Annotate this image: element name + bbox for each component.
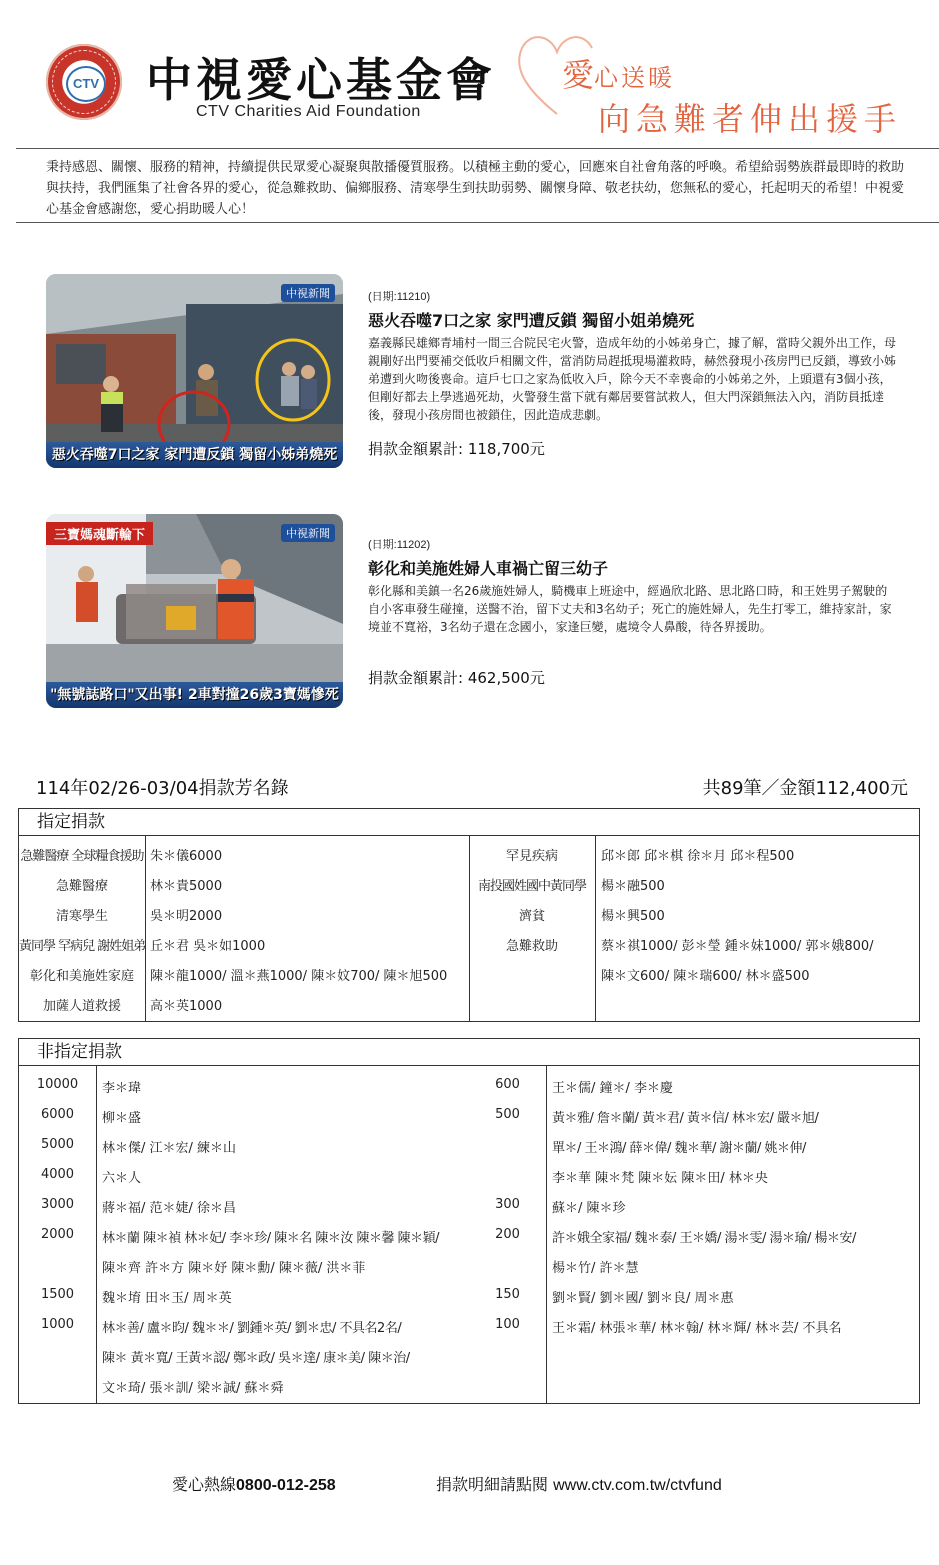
slogan-line2: 向急難者伸出援手 [598, 100, 903, 138]
news-donation-total: 捐款金額累計: 118,700元 [368, 440, 545, 458]
column-divider [595, 836, 596, 1021]
designated-title: 指定捐款 [19, 809, 919, 836]
designated-donors: 吳＊明2000 [150, 909, 223, 924]
designated-category: 急難醫療 [55, 879, 108, 894]
news-body: 彰化縣和美鎮一名26歲施姓婦人，騎機車上班途中，經過欣北路、思北路口時，和王姓男子駕駛的自小客車發生碰撞，送醫不治，留下丈夫和3名幼子；死亡的施姓婦人，先生打零工，維持家計，家境並不寬裕，3名幼子還在念國小，家逢巨變，處境令人鼻酸，待各界援助。 [368, 584, 892, 634]
intro-bottom-rule [16, 222, 939, 223]
news-photo-fire[interactable] [46, 274, 343, 468]
donor-names: 王＊儒/ 鐘＊/ 李＊慶 [552, 1081, 674, 1096]
slogan-line1 [562, 50, 675, 96]
designated-donors: 楊＊興500 [601, 909, 665, 924]
amount-cell: 2000 [40, 1227, 75, 1242]
amount-cell: 100 [495, 1317, 520, 1332]
designated-category: 黃同學 罕病兒 謝姓姐弟 [19, 939, 146, 954]
org-name-zh: 中視愛心基金會 [146, 53, 496, 107]
amount-cell: 1000 [40, 1317, 75, 1332]
donor-names: 李＊華 陳＊梵 陳＊妘 陳＊田/ 林＊央 [552, 1171, 768, 1186]
org-name-en: CTV Charities Aid Foundation [196, 103, 421, 120]
news-title[interactable]: 彰化和美施姓婦人車禍亡留三幼子 [368, 559, 609, 578]
designated-donors: 蔡＊祺1000/ 彭＊瑩 鍾＊妹1000/ 郭＊娥800/ [601, 939, 874, 954]
designated-donors: 朱＊儀6000 [150, 849, 223, 864]
designated-donors: 楊＊融500 [601, 879, 665, 894]
donor-names: 劉＊賢/ 劉＊國/ 劉＊良/ 周＊惠 [552, 1291, 734, 1306]
amount-cell: 3000 [40, 1197, 75, 1212]
donor-names: 柳＊盛 [102, 1111, 142, 1126]
donor-names: 蔣＊福/ 范＊婕/ 徐＊昌 [102, 1201, 237, 1216]
news-title[interactable]: 惡火吞噬7口之家 家門遭反鎖 獨留小姐弟燒死 [368, 311, 695, 330]
designated-donors: 陳＊龍1000/ 溫＊燕1000/ 陳＊妏700/ 陳＊旭500 [150, 969, 448, 984]
news-photo-caption: "無號誌路口"又出事! 2車對撞26歲3寶媽慘死 [46, 682, 343, 708]
amount-cell: 150 [495, 1287, 520, 1302]
intro-text: 秉持感恩、關懷、服務的精神，持續提供民眾愛心凝聚與散播優質服務。以積極主動的愛心，回應來自社會角落的呼喚。希望給弱勢族群最即時的救助與扶持，我們匯集了社會各界的愛心，從急難救助、偏鄉服務、清寒學生到扶助弱勢、關懷身障、敬老扶幼，您無私的愛心，托起明天的希望！中視愛心基金會感謝您，愛心捐助暖人心！ [46, 160, 905, 217]
designated-category: 急難醫療 全球糧食援助 [20, 849, 144, 864]
news-date: (日期:11210) [368, 291, 431, 303]
amount-cell: 1500 [40, 1287, 75, 1302]
amount-cell: 6000 [40, 1107, 75, 1122]
donor-names: 魏＊堉 田＊玉/ 周＊英 [102, 1291, 232, 1306]
amount-cell: 4000 [40, 1167, 75, 1182]
donor-names: 許＊娥全家福/ 魏＊泰/ 王＊嬌/ 湯＊雯/ 湯＊瑜/ 楊＊安/ [552, 1231, 856, 1246]
slogan-small-text: 心送暖 [594, 64, 676, 92]
column-divider [145, 836, 146, 1021]
amount-cell: 300 [495, 1197, 520, 1212]
donor-names: 文＊琦/ 張＊訓/ 梁＊誠/ 蘇＊舜 [102, 1381, 284, 1396]
designated-category: 急難救助 [505, 939, 558, 954]
detail-link[interactable] [436, 1472, 722, 1495]
detail-label: 捐款明細請點閱 [436, 1475, 549, 1494]
donor-names: 李＊瑋 [102, 1081, 142, 1096]
donor-names: 林＊傑/ 江＊宏/ 練＊山 [102, 1141, 237, 1156]
news-photo-caption: 惡火吞噬7口之家 家門遭反鎖 獨留小姊弟燒死 [46, 442, 343, 468]
designated-category: 罕見疾病 [505, 849, 558, 864]
donor-names: 楊＊竹/ 許＊慧 [552, 1261, 639, 1276]
hotline-label: 愛心熱線 [172, 1475, 237, 1494]
news-channel-tag: 中視新聞 [281, 284, 335, 302]
amount-cell: 500 [495, 1107, 520, 1122]
news-photo-accident[interactable] [46, 514, 343, 708]
hotline[interactable] [172, 1472, 336, 1495]
donor-names: 王＊霜/ 林張＊華/ 林＊翰/ 林＊輝/ 林＊芸/ 不具名 [552, 1321, 842, 1336]
donor-names: 蘇＊/ 陳＊珍 [552, 1201, 626, 1216]
donor-names: 六＊人 [102, 1171, 142, 1186]
designated-donors: 高＊英1000 [150, 999, 223, 1014]
designated-donors: 丘＊君 吳＊如1000 [150, 939, 266, 954]
news-body: 嘉義縣民雄鄉青埔村一間三合院民宅火警，造成年幼的小姊弟身亡，據了解，當時父親外出工作，母親剛好出門要補交低收戶相關文件，當消防局趕抵現場灌救時，赫然發現小孩房門已反鎖，導致小姊弟遭到火吻後喪命。這戶七口之家為低收入戶，除今天不幸喪命的小姊弟之外，上頭還有3個小孩，但剛好都去上學逃過死劫，火警發生當下就有鄰居要嘗試救人，但大門深鎖無法入內，消防員抵達後，發現小孩房間也被鎖住，因此造成悲劇。 [368, 336, 897, 422]
foundation-logo [46, 44, 122, 120]
news-date: (日期:11202) [368, 539, 431, 551]
donor-list-period: 114年02/26-03/04捐款芳名錄 [36, 778, 289, 799]
designated-donors: 林＊貴5000 [150, 879, 223, 894]
news-channel-tag: 中視新聞 [281, 524, 335, 542]
donor-names: 陳＊ 黃＊寬/ 王黃＊認/ 鄭＊政/ 吳＊達/ 康＊美/ 陳＊治/ [102, 1351, 410, 1366]
slogan-big-char: 愛 [562, 56, 595, 94]
designated-category: 南投國姓國中黃同學 [477, 879, 586, 894]
donor-names: 林＊善/ 盧＊昀/ 魏＊＊/ 劉鍾＊英/ 劉＊忠/ 不具名2名/ [102, 1321, 402, 1336]
designated-donors: 邱＊郎 邱＊棋 徐＊月 邱＊程500 [601, 849, 795, 864]
news-photo-banner: 三寶媽魂斷輪下 [46, 522, 153, 545]
designated-category: 清寒學生 [55, 909, 108, 924]
designated-donors: 陳＊文600/ 陳＊瑞600/ 林＊盛500 [601, 969, 810, 984]
amount-cell: 10000 [36, 1077, 79, 1092]
general-title: 非指定捐款 [19, 1039, 919, 1066]
designated-category: 濟貧 [518, 909, 545, 924]
designated-category: 加薩人道救援 [42, 999, 121, 1014]
intro-top-rule [16, 148, 939, 149]
amount-cell: 600 [495, 1077, 520, 1092]
logo-text: CTV [66, 66, 106, 102]
column-divider [546, 1066, 547, 1403]
donor-names: 陳＊齊 許＊方 陳＊妤 陳＊勳/ 陳＊薇/ 洪＊菲 [102, 1261, 366, 1276]
fund-url-link[interactable]: www.ctv.com.tw/ctvfund [553, 1477, 722, 1494]
donor-names: 單＊/ 王＊鴻/ 薛＊偉/ 魏＊華/ 謝＊蘭/ 姚＊伸/ [552, 1141, 806, 1156]
donor-names: 林＊蘭 陳＊禎 林＊妃/ 李＊珍/ 陳＊名 陳＊汝 陳＊馨 陳＊穎/ [102, 1231, 440, 1246]
fire-scene-illustration [46, 274, 343, 468]
hotline-number[interactable]: 0800-012-258 [236, 1477, 336, 1494]
donor-list-summary: 共89筆／金額112,400元 [702, 778, 908, 799]
donor-names: 黃＊雅/ 詹＊蘭/ 黃＊君/ 黃＊信/ 林＊宏/ 嚴＊旭/ [552, 1111, 819, 1126]
column-divider [96, 1066, 97, 1403]
general-donations-table [18, 1038, 920, 1404]
designated-donations-table [18, 808, 920, 1022]
amount-cell: 5000 [40, 1137, 75, 1152]
amount-cell: 200 [495, 1227, 520, 1242]
news-donation-total: 捐款金額累計: 462,500元 [368, 669, 545, 687]
designated-category: 彰化和美施姓家庭 [29, 969, 134, 984]
